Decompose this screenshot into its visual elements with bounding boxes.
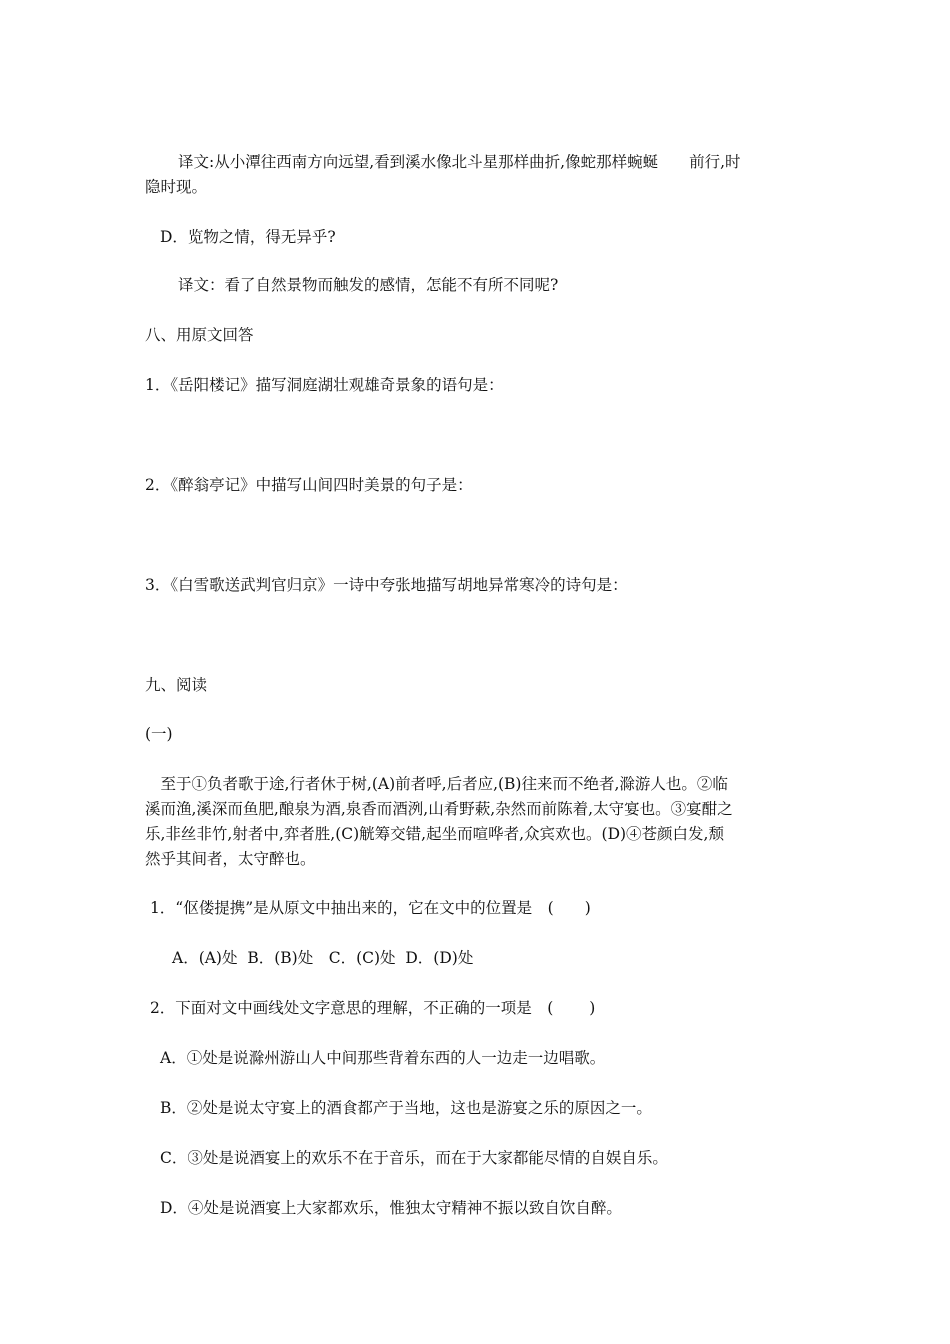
question-9-1: 1．“伛偻提携”是从原文中抽出来的，它在文中的位置是 ( ) xyxy=(145,899,591,917)
passage-line-3: 乐,非丝非竹,射者中,弈者胜,(C)觥筹交错,起坐而喧哗者,众宾欢也。(D)④苍颜白发,颓 xyxy=(145,825,724,843)
passage-line-2: 溪而渔,溪深而鱼肥,酿泉为酒,泉香而酒洌,山肴野蔌,杂然而前陈着,太守宴也。③宴酣之 xyxy=(145,800,733,818)
question-9-1-options: A．(A)处 B．(B)处 C．(C)处 D．(D)处 xyxy=(172,949,474,967)
question-9-2: 2．下面对文中画线处文字意思的理解，不正确的一项是 ( ) xyxy=(145,999,596,1017)
passage-line-1: 至于①负者歌于途,行者休于树,(A)前者呼,后者应,(B)往来而不绝者,滁游人也。②临 xyxy=(145,775,728,793)
translation-d: 译文：看了自然景物而触发的感情，怎能不有所不同呢? xyxy=(178,276,559,294)
question-8-1: 1．《岳阳楼记》描写洞庭湖壮观雄奇景象的语句是： xyxy=(145,376,504,394)
question-9-2-option-d: D．④处是说酒宴上大家都欢乐，惟独太守精神不振以致自饮自醉。 xyxy=(160,1199,622,1217)
question-8-2: 2．《醉翁亭记》中描写山间四时美景的句子是： xyxy=(145,476,473,494)
translation-c-line1: 译文:从小潭往西南方向远望,看到溪水像北斗星那样曲折,像蛇那样蜿蜒 前行,时 xyxy=(178,153,741,171)
option-d: D．览物之情，得无异乎? xyxy=(160,228,336,246)
subsection-1-heading: (一) xyxy=(145,725,173,743)
question-9-2-option-c: C．③处是说酒宴上的欢乐不在于音乐，而在于大家都能尽情的自娱自乐。 xyxy=(160,1149,668,1167)
passage-line-4: 然乎其间者，太守醉也。 xyxy=(145,850,316,868)
question-8-3: 3．《白雪歌送武判官归京》一诗中夸张地描写胡地异常寒冷的诗句是： xyxy=(145,576,628,594)
question-9-2-option-a: A．①处是说滁州游山人中间那些背着东西的人一边走一边唱歌。 xyxy=(160,1049,606,1067)
question-9-2-option-b: B．②处是说太守宴上的酒食都产于当地，这也是游宴之乐的原因之一。 xyxy=(160,1099,652,1117)
section-9-heading: 九、阅读 xyxy=(145,676,208,694)
section-8-heading: 八、用原文回答 xyxy=(145,326,254,344)
translation-c-line2: 隐时现。 xyxy=(145,178,208,196)
